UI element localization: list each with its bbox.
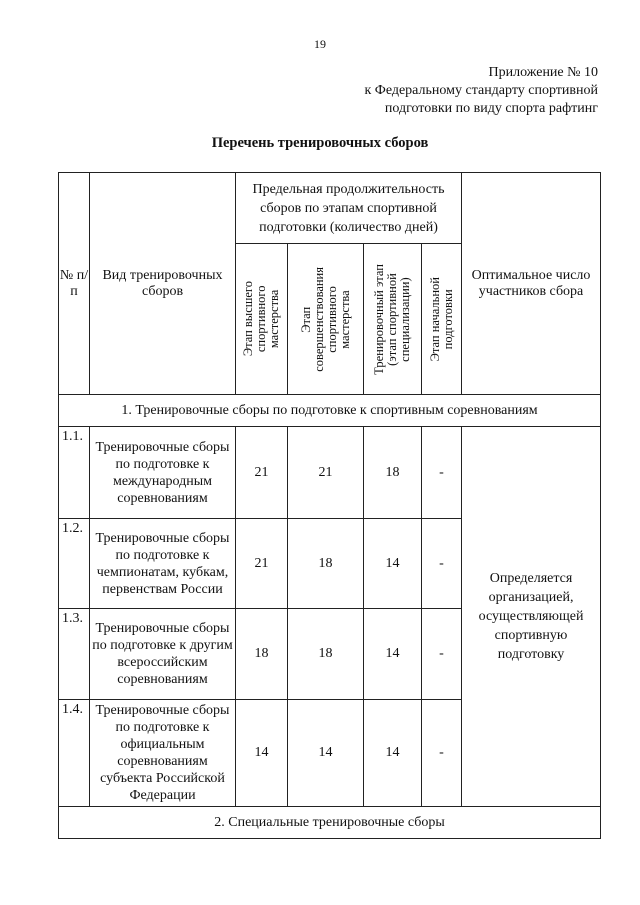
header-duration-group: Предельная продолжительность сборов по этапам спортивной подготовки (количество дней) — [236, 173, 462, 244]
row-number: 1.3. — [59, 609, 90, 700]
row-stage3-days: 18 — [364, 427, 422, 519]
row-number: 1.4. — [59, 700, 90, 807]
appendix-line-1: Приложение № 10 — [488, 65, 598, 80]
row-stage3-days: 14 — [364, 700, 422, 807]
optimal-participants-value: Определяется организацией, осуществляющей спортивную подготовку — [462, 427, 601, 807]
header-stage-higher-mastery: Этап высшего спортивного мастерства — [236, 244, 288, 395]
page-number: 19 — [314, 37, 326, 51]
header-stage-improvement: Этап совершенствования спортивного мастерства — [288, 244, 364, 395]
row-stage2-days: 18 — [288, 609, 364, 700]
header-stage-initial: Этап начальной подготовки — [422, 244, 462, 395]
row-stage4-days: - — [422, 609, 462, 700]
row-stage3-days: 14 — [364, 519, 422, 609]
training-camps-table — [58, 172, 601, 839]
row-stage3-days: 14 — [364, 609, 422, 700]
row-stage1-days: 14 — [236, 700, 288, 807]
row-stage2-days: 21 — [288, 427, 364, 519]
appendix-line-3: подготовки по виду спорта рафтинг — [384, 101, 598, 116]
row-stage1-days: 21 — [236, 427, 288, 519]
row-camp-name: Тренировочные сборы по подготовке к международным соревнованиям — [90, 427, 236, 519]
row-stage4-days: - — [422, 519, 462, 609]
header-optimal-participants: Оптимальное число участников сбора — [462, 173, 601, 395]
header-number: № п/п — [59, 173, 90, 395]
section-2-title: 2. Специальные тренировочные сборы — [59, 807, 601, 839]
section-1-title: 1. Тренировочные сборы по подготовке к спортивным соревнованиям — [59, 395, 601, 427]
header-stage-training: Тренировочный этап (этап спортивной специализации) — [364, 244, 422, 395]
row-camp-name: Тренировочные сборы по подготовке к другим всероссийским соревнованиям — [90, 609, 236, 700]
document-title: Перечень тренировочных сборов — [211, 135, 429, 151]
row-camp-name: Тренировочные сборы по подготовке к чемпионатам, кубкам, первенствам России — [90, 519, 236, 609]
header-camp-kind: Вид тренировочных сборов — [90, 173, 236, 395]
row-number: 1.1. — [59, 427, 90, 519]
row-stage2-days: 18 — [288, 519, 364, 609]
row-stage1-days: 21 — [236, 519, 288, 609]
row-stage4-days: - — [422, 700, 462, 807]
row-stage4-days: - — [422, 427, 462, 519]
row-camp-name: Тренировочные сборы по подготовке к официальным соревнованиям субъекта Российской Федерации — [90, 700, 236, 807]
row-stage2-days: 14 — [288, 700, 364, 807]
row-stage1-days: 18 — [236, 609, 288, 700]
appendix-heading — [298, 64, 598, 118]
row-number: 1.2. — [59, 519, 90, 609]
appendix-line-2: к Федеральному стандарту спортивной — [364, 83, 598, 98]
